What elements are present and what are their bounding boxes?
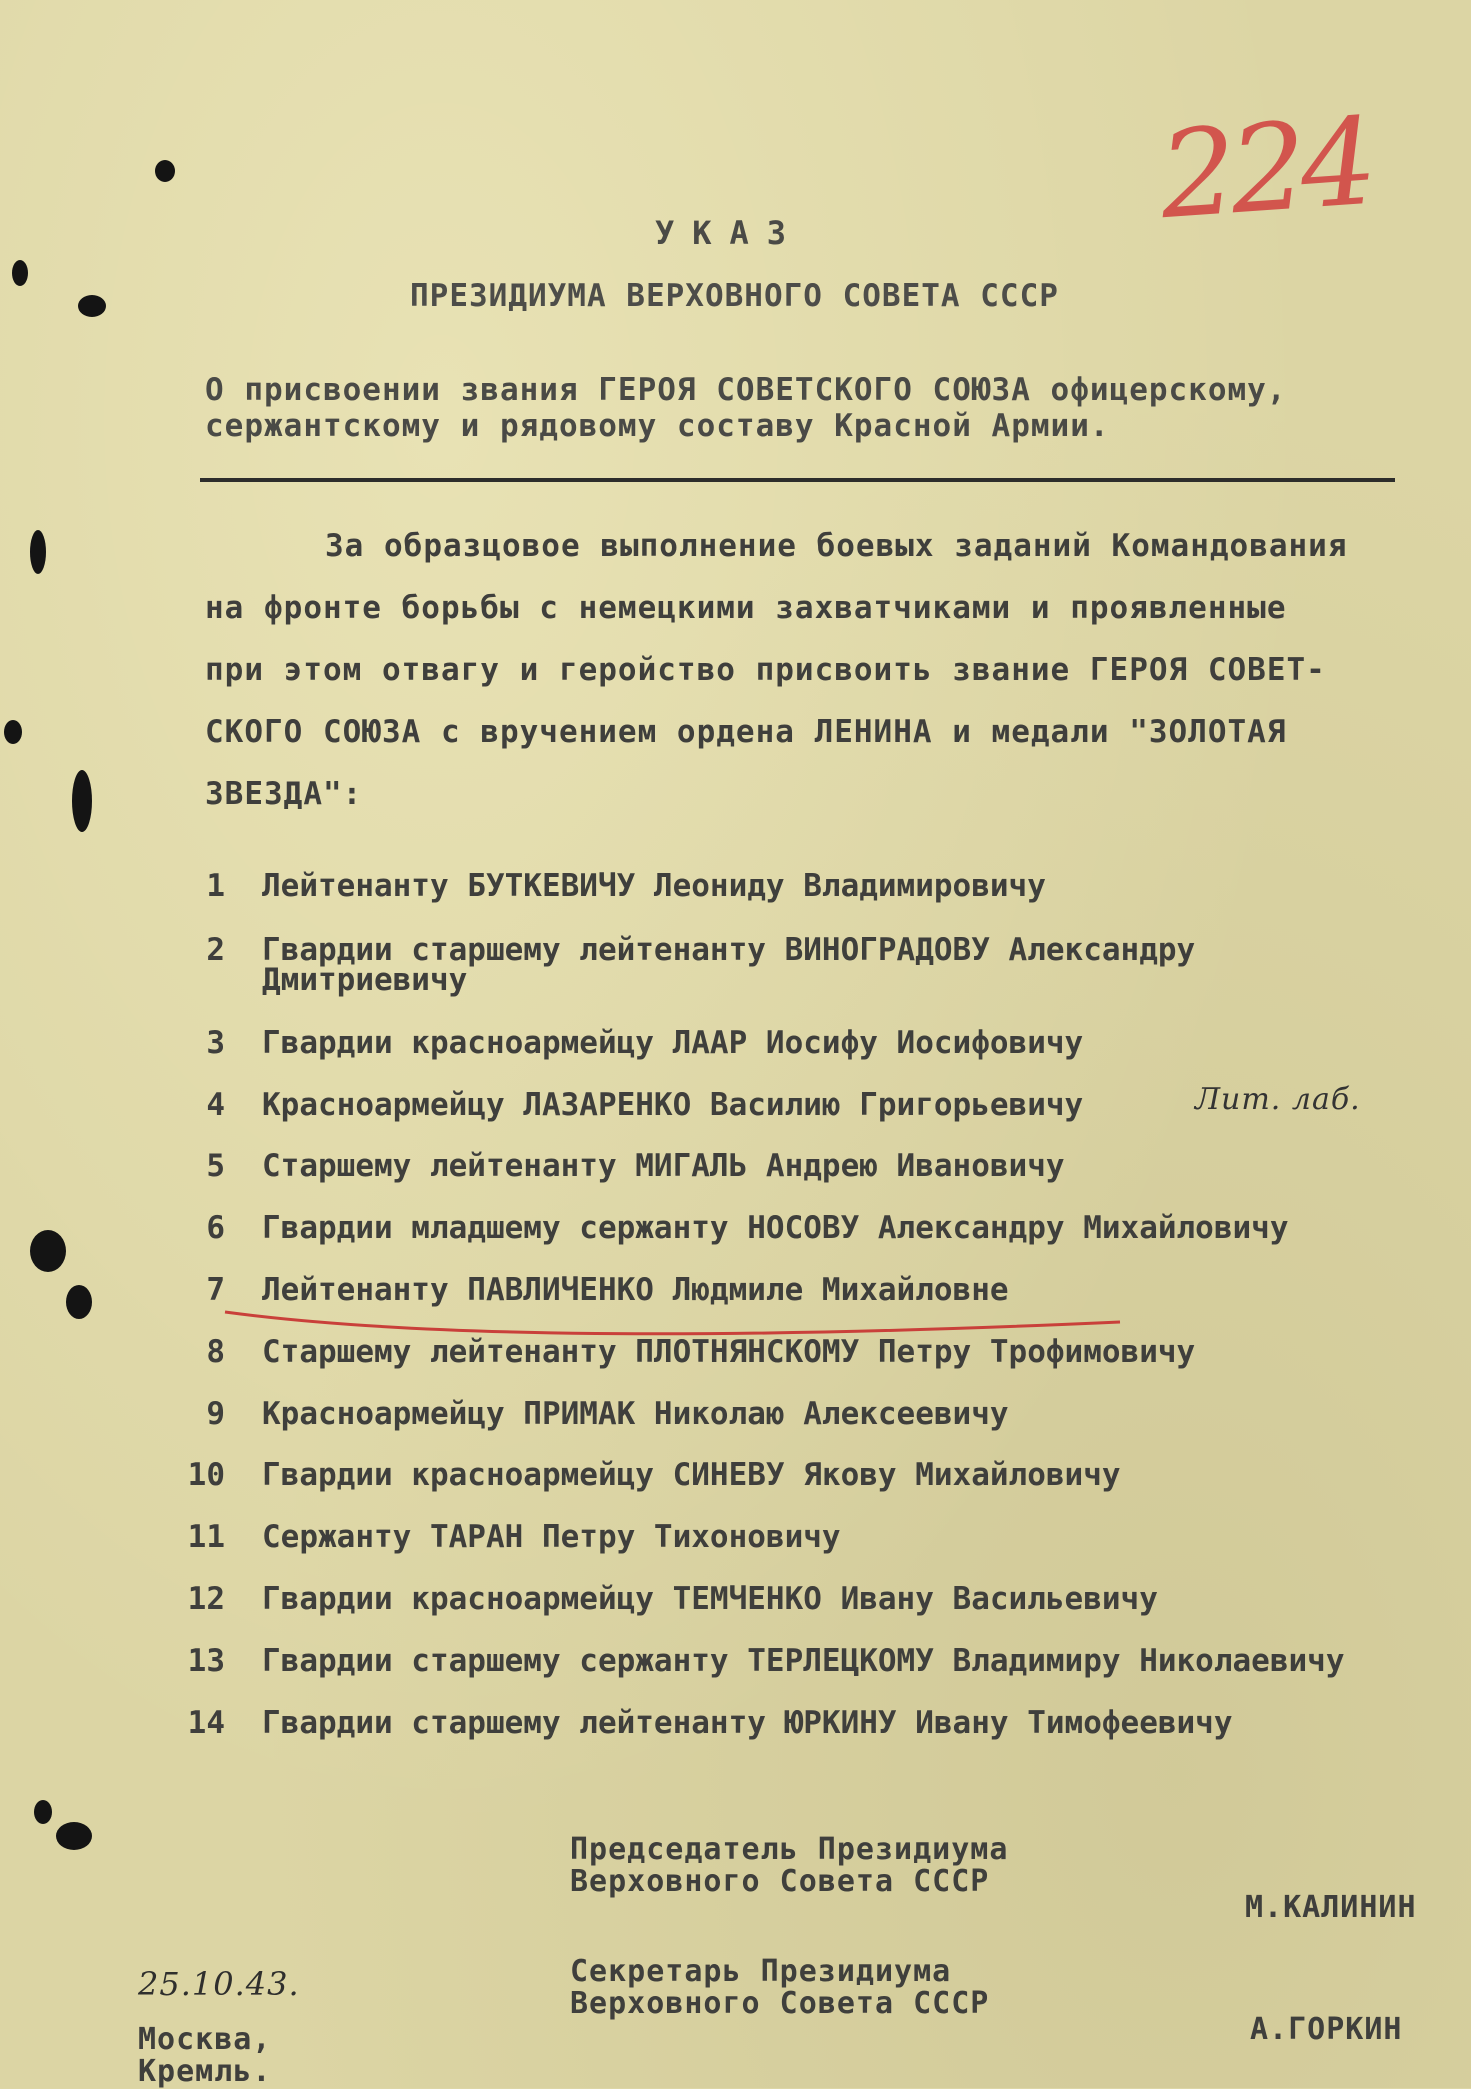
list-item: Сержанту ТАРАН Петру Тихоновичу: [262, 1519, 841, 1555]
list-item-number: 1: [206, 868, 225, 904]
list-item: Старшему лейтенанту ПЛОТНЯНСКОМУ Петру Трофимовичу: [262, 1334, 1196, 1370]
binder-hole: [30, 530, 46, 574]
list-item-number: 3: [206, 1025, 225, 1061]
binder-hole: [66, 1285, 92, 1319]
list-item-number: 9: [206, 1396, 225, 1432]
secretary-title-line-1: Секретарь Президиума: [570, 1954, 952, 1989]
binder-hole: [30, 1230, 66, 1272]
list-item: Лейтенанту ПАВЛИЧЕНКО Людмиле Михайловне: [262, 1272, 1009, 1308]
secretary-title-line-2: Верховного Совета СССР: [570, 1986, 990, 2021]
list-item: Гвардии младшему сержанту НОСОВУ Александру Михайловичу: [262, 1210, 1289, 1246]
subject-line-1: О присвоении звания ГЕРОЯ СОВЕТСКОГО СОЮЗА офицерскому,: [205, 372, 1287, 408]
list-item: Лейтенанту БУТКЕВИЧУ Леониду Владимировичу: [262, 868, 1046, 904]
list-item: Гвардии красноармейцу СИНЕВУ Якову Михайловичу: [262, 1457, 1121, 1493]
list-item-number: 2: [206, 932, 225, 968]
handwritten-date: 25.10.43.: [138, 1965, 300, 2003]
preamble-line-4: СКОГО СОЮЗА с вручением ордена ЛЕНИНА и медали "ЗОЛОТАЯ: [205, 714, 1287, 750]
list-item: Красноармейцу ЛАЗАРЕНКО Василию Григорьевичу: [262, 1087, 1084, 1123]
list-item: Гвардии старшему сержанту ТЕРЛЕЦКОМУ Владимиру Николаевичу: [262, 1643, 1345, 1679]
binder-hole: [72, 770, 92, 832]
list-item-continuation: Дмитриевичу: [262, 962, 468, 998]
list-item-number: 4: [206, 1087, 225, 1123]
binder-hole: [4, 720, 22, 744]
document-title: УКАЗ: [655, 214, 805, 252]
list-item: Гвардии старшему лейтенанту ЮРКИНУ Ивану Тимофеевичу: [262, 1705, 1233, 1741]
preamble-line-5: ЗВЕЗДА":: [205, 776, 363, 812]
list-item-number: 6: [206, 1210, 225, 1246]
list-item: Старшему лейтенанту МИГАЛЬ Андрею Ивановичу: [262, 1148, 1065, 1184]
separator-rule: [200, 478, 1395, 482]
list-item-number: 7: [206, 1272, 225, 1308]
list-item-number: 8: [206, 1334, 225, 1370]
document-issuer: ПРЕЗИДИУМА ВЕРХОВНОГО СОВЕТА СССР: [410, 278, 1059, 314]
subject-line-2: сержантскому и рядовому составу Красной Армии.: [205, 408, 1110, 444]
preamble-line-1: За образцовое выполнение боевых заданий Командования: [325, 528, 1348, 564]
list-item: Гвардии красноармейцу ТЕМЧЕНКО Ивану Васильевичу: [262, 1581, 1158, 1617]
binder-hole: [78, 295, 106, 317]
list-item-number: 10: [187, 1457, 225, 1493]
list-item: Красноармейцу ПРИМАК Николаю Алексеевичу: [262, 1396, 1009, 1432]
handwritten-margin-note: Лит. лаб.: [1195, 1082, 1361, 1117]
binder-hole: [34, 1800, 52, 1824]
place-line-1: Москва,: [138, 2022, 272, 2057]
chairman-title-line-1: Председатель Президиума: [570, 1832, 1009, 1867]
preamble-line-2: на фронте борьбы с немецкими захватчиками и проявленные: [205, 590, 1287, 626]
binder-hole: [56, 1822, 92, 1850]
list-item-number: 13: [187, 1643, 225, 1679]
list-item-number: 12: [187, 1581, 225, 1617]
binder-hole: [155, 160, 175, 182]
chairman-title-line-2: Верховного Совета СССР: [570, 1864, 990, 1899]
list-item-number: 14: [187, 1705, 225, 1741]
chairman-name: М.КАЛИНИН: [1245, 1890, 1417, 1925]
secretary-name: А.ГОРКИН: [1250, 2012, 1403, 2047]
list-item: Гвардии старшему лейтенанту ВИНОГРАДОВУ Александру: [262, 932, 1196, 968]
list-item-number: 5: [206, 1148, 225, 1184]
list-item-number: 11: [187, 1519, 225, 1555]
list-item: Гвардии красноармейцу ЛААР Иосифу Иосифовичу: [262, 1025, 1084, 1061]
archive-page-number: 224: [1155, 92, 1376, 247]
preamble-line-3: при этом отвагу и геройство присвоить звание ГЕРОЯ СОВЕТ-: [205, 652, 1326, 688]
binder-hole: [12, 260, 28, 286]
place-line-2: Кремль.: [138, 2054, 272, 2089]
